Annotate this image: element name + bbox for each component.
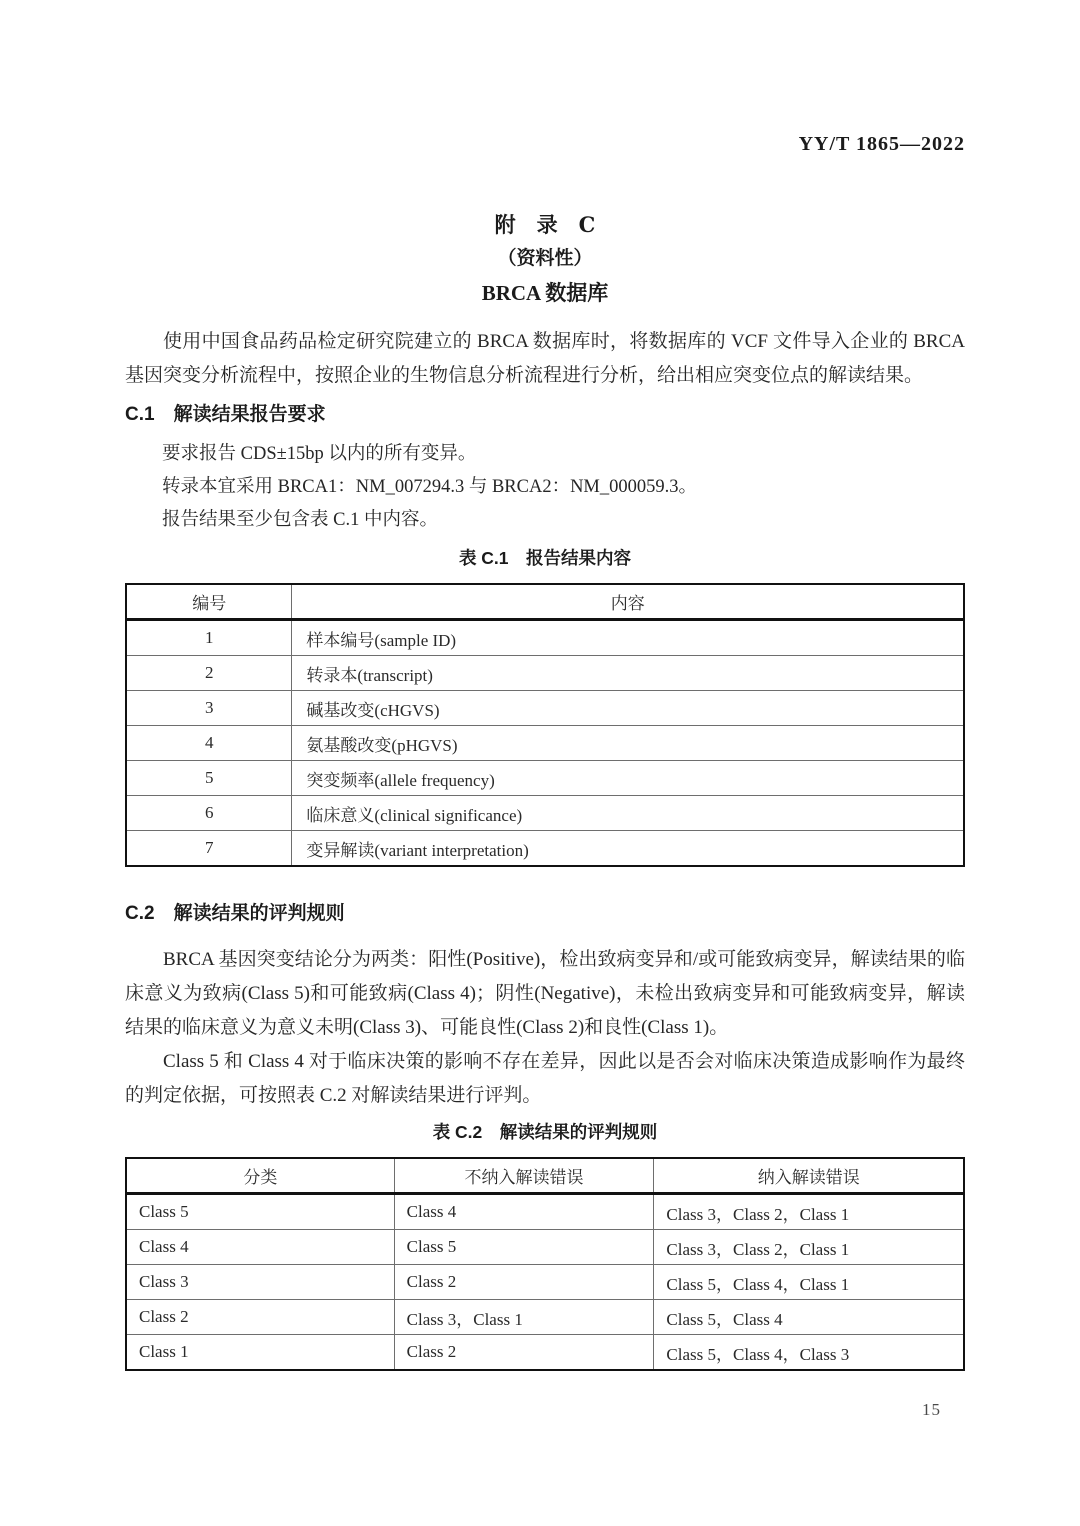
- cell-class: Class 4: [126, 1230, 394, 1265]
- cell-excluded: Class 3，Class 1: [394, 1300, 654, 1335]
- appendix-title: 附 录 C: [494, 212, 596, 237]
- cell-class: Class 1: [126, 1335, 394, 1371]
- intro-paragraph: 使用中国食品药品检定研究院建立的 BRCA 数据库时，将数据库的 VCF 文件导入企业的 BRCA 基因突变分析流程中，按照企业的生物信息分析流程进行分析，给出相应突变位点的解读结果。: [125, 331, 965, 386]
- column-header: 编号: [126, 584, 292, 620]
- table-row: [126, 1230, 964, 1265]
- table-row: [126, 1335, 964, 1371]
- cell-included: Class 3，Class 2，Class 1: [654, 1194, 964, 1230]
- table-c2: [125, 1157, 965, 1371]
- cell-content: 碱基改变(cHGVS): [292, 691, 964, 726]
- table-row: [126, 620, 964, 656]
- cell-excluded: Class 5: [394, 1230, 654, 1265]
- standard-code-header: YY/T 1865—2022: [798, 133, 965, 155]
- cell-class: Class 5: [139, 1202, 189, 1221]
- cell-excluded: Class 2: [394, 1265, 654, 1300]
- cell-number: 4: [126, 726, 292, 761]
- table-row: [126, 761, 964, 796]
- table-row: [126, 726, 964, 761]
- column-header: 纳入解读错误: [654, 1158, 964, 1194]
- table-row: [126, 831, 964, 867]
- cell-content: 突变频率(allele frequency): [292, 761, 964, 796]
- cell-number: 2: [126, 656, 292, 691]
- c2-paragraph-1: BRCA 基因突变结论分为两类：阳性(Positive)，检出致病变异和/或可能致病变异，解读结果的临床意义为致病(Class 5)和可能致病(Class 4)；阴性(Negative)，未检出致病变异和可能致病变异，解读结果的临床意义为意义未明(Class 3)、可能良性(Class 2)和良性(Class 1)。: [125, 949, 965, 1038]
- cell-included: Class 5，Class 4，Class 1: [654, 1265, 964, 1300]
- document-body: [125, 0, 965, 1371]
- c1-line: 报告结果至少包含表 C.1 中内容。: [162, 510, 438, 530]
- table-row: [126, 1300, 964, 1335]
- column-header: 内容: [292, 584, 964, 620]
- section-c1-heading: C.1 解读结果报告要求: [125, 404, 326, 425]
- column-header: 不纳入解读错误: [394, 1158, 654, 1194]
- table-row: [126, 796, 964, 831]
- table-row: [126, 1265, 964, 1300]
- c1-line: 要求报告 CDS±15bp 以内的所有变异。: [162, 444, 477, 464]
- table-row: [126, 691, 964, 726]
- cell-content: 转录本(transcript): [292, 656, 964, 691]
- cell-included: Class 3，Class 2，Class 1: [654, 1230, 964, 1265]
- cell-class: Class 3: [126, 1265, 394, 1300]
- table-header-row: [126, 584, 964, 620]
- c2-paragraph-2: Class 5 和 Class 4 对于临床决策的影响不存在差异，因此以是否会对临床决策造成影响作为最终的判定依据，可按照表 C.2 对解读结果进行评判。: [125, 1051, 965, 1106]
- cell-content: 变异解读(variant interpretation): [292, 831, 964, 867]
- cell-included: Class 5，Class 4: [654, 1300, 964, 1335]
- cell-content: 氨基酸改变(pHGVS): [292, 726, 964, 761]
- cell-class: Class 2: [126, 1300, 394, 1335]
- cell-excluded: Class 2: [394, 1335, 654, 1371]
- table-c2-caption: 表 C.2 解读结果的评判规则: [432, 1122, 658, 1142]
- cell-number: 6: [126, 796, 292, 831]
- table-header-row: [126, 1158, 964, 1194]
- table-c1-caption: 表 C.1 报告结果内容: [458, 548, 632, 568]
- cell-content: 临床意义(clinical significance): [292, 796, 964, 831]
- cell-number: 1: [204, 628, 214, 647]
- appendix-name: BRCA 数据库: [481, 281, 609, 305]
- cell-number: 3: [126, 691, 292, 726]
- table-c1: [125, 583, 965, 867]
- section-c1-lines: [125, 438, 965, 537]
- cell-included: Class 5，Class 4，Class 3: [654, 1335, 964, 1371]
- cell-number: 7: [126, 831, 292, 867]
- cell-number: 5: [126, 761, 292, 796]
- cell-excluded: Class 4: [394, 1194, 654, 1230]
- table-row: [126, 1194, 964, 1230]
- c1-line: 转录本宜采用 BRCA1：NM_007294.3 与 BRCA2：NM_000059.3。: [162, 477, 698, 497]
- section-c2-heading: C.2 解读结果的评判规则: [125, 903, 345, 924]
- column-header: 分类: [126, 1158, 394, 1194]
- appendix-subtitle: （资料性）: [497, 248, 593, 269]
- table-row: [126, 656, 964, 691]
- page-number: 15: [922, 1400, 941, 1419]
- cell-content: 样本编号(sample ID): [292, 620, 964, 656]
